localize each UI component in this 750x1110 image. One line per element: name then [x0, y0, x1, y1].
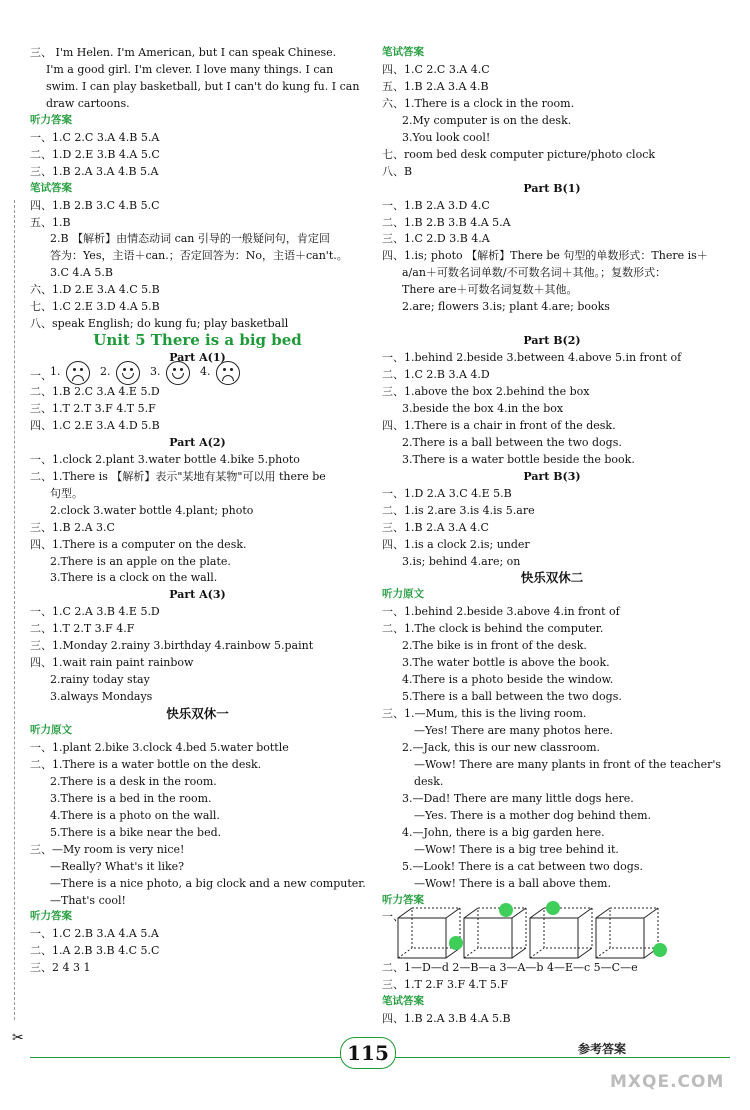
right-line: 四、1.There is a chair in front of the desk.: [382, 418, 616, 432]
left-line: 一、1.plant 2.bike 3.clock 4.bed 5.water bottle: [30, 740, 289, 754]
left-line: 一、1.C 2.B 3.A 4.A 5.A: [30, 927, 159, 941]
left-line: 5.There is a bike near the bed.: [50, 825, 222, 839]
left-line: 一、1.C 2.C 3.A 4.B 5.A: [30, 130, 160, 144]
left-line: Part A(2): [169, 435, 226, 449]
left-line: 三、—My room is very nice!: [30, 842, 185, 856]
right-line: 一、1.B 2.A 3.D 4.C: [382, 198, 490, 212]
left-line: 2.B 【解析】由情态动词 can 引导的一般疑问句，肯定回: [50, 232, 330, 246]
right-line: 一、1.D 2.A 3.C 4.E 5.B: [382, 486, 512, 500]
right-line: 一、1.behind 2.beside 3.above 4.in front of: [382, 605, 620, 619]
ball-2: [499, 903, 513, 917]
left-line: —Really? What's it like?: [50, 859, 185, 873]
left-line: 三、2 4 3 1: [30, 961, 91, 975]
left-line: draw cartoons.: [46, 96, 130, 110]
left-line: Part A(1): [169, 351, 226, 365]
left-line: Unit 5 There is a big bed: [93, 331, 302, 350]
right-line: 三、1.T 2.F 3.F 4.T 5.F: [382, 978, 509, 992]
left-line: 一、1.C 2.A 3.B 4.E 5.D: [30, 605, 160, 619]
left-line: 三、1.T 2.T 3.F 4.T 5.F: [30, 401, 156, 415]
left-line: swim. I can play basketball, but I can't do kung fu. I can: [46, 79, 360, 93]
left-line: 2.clock 3.water bottle 4.plant; photo: [50, 503, 254, 517]
cube-4: [596, 908, 658, 958]
right-line: 四、1.is; photo 【解析】There be 句型的单数形式：There is＋: [382, 249, 708, 263]
cut-line: [14, 200, 15, 1020]
left-line: 2.There is an apple on the plate.: [50, 554, 231, 568]
right-line: 笔试答案: [382, 46, 424, 58]
right-line: 听力原文: [382, 588, 424, 601]
right-line: Part B(3): [523, 469, 581, 483]
right-line: 2.There is a ball between the two dogs.: [402, 435, 622, 449]
left-line: 一、1.clock 2.plant 3.water bottle 4.bike 5.photo: [30, 452, 300, 466]
left-line: 3.C 4.A 5.B: [50, 266, 113, 280]
right-line: 5.—Look! There is a cat between two dogs.: [402, 859, 643, 873]
right-line: —Wow! There are many plants in front of the teacher's: [414, 757, 722, 771]
smiley-number: 3.: [150, 365, 161, 379]
right-line: 5.There is a ball between the two dogs.: [402, 690, 622, 704]
right-line: 3.—Dad! There are many little dogs here.: [402, 791, 634, 805]
left-line: 2.There is a desk in the room.: [50, 774, 217, 788]
right-line: 2.My computer is on the desk.: [402, 113, 572, 127]
left-line: I'm a good girl. I'm clever. I love many things. I can: [46, 62, 334, 76]
left-line: 二、1.T 2.T 3.F 4.F: [30, 622, 135, 636]
right-line: —Yes! There are many photos here.: [414, 724, 613, 737]
right-line: —Yes. There is a mother dog behind them.: [414, 808, 652, 822]
footer-label: 参考答案: [578, 1042, 627, 1056]
right-line: 一、: [382, 910, 404, 924]
right-line: 二、1.is 2.are 3.is 4.is 5.are: [382, 503, 535, 517]
left-line: 3.There is a clock on the wall.: [50, 571, 218, 585]
left-line: 七、1.C 2.E 3.D 4.A 5.B: [30, 300, 160, 314]
right-line: 2.are; flowers 3.is; plant 4.are; books: [402, 300, 610, 314]
right-line: 3.is; behind 4.are; on: [402, 554, 521, 568]
left-line: 三、 I'm Helen. I'm American, but I can speak Chinese.: [30, 46, 337, 59]
left-line: 句型。: [50, 486, 83, 500]
cube-3: [530, 908, 592, 958]
right-line: 快乐双休二: [520, 570, 584, 586]
right-line: 七、room bed desk computer picture/photo clock: [382, 147, 656, 161]
right-line: a/an＋可数名词单数/不可数名词＋其他。；复数形式：: [402, 266, 667, 280]
left-line: Part A(3): [169, 588, 226, 602]
left-line: 快乐双休一: [166, 706, 229, 722]
left-line: 三、1.B 2.A 3.A 4.B 5.A: [30, 164, 159, 178]
cube-1: [398, 908, 460, 958]
right-line: 2.The bike is in front of the desk.: [402, 639, 587, 653]
right-line: 笔试答案: [382, 995, 424, 1008]
left-line: 二、1.A 2.B 3.B 4.C 5.C: [30, 944, 160, 958]
left-line: 3.always Mondays: [50, 690, 153, 704]
left-line: 三、1.Monday 2.rainy 3.birthday 4.rainbow 5.paint: [30, 639, 314, 653]
right-line: 六、1.There is a clock in the room.: [382, 96, 575, 110]
left-line: 三、1.B 2.A 3.C: [30, 520, 115, 534]
left-line: 八、speak English; do kung fu; play basketball: [30, 317, 289, 331]
right-line: 八、B: [382, 164, 413, 178]
right-line: 3.beside the box 4.in the box: [402, 401, 564, 415]
left-line: 六、1.D 2.E 3.A 4.C 5.B: [30, 283, 160, 297]
right-line: 3.You look cool!: [402, 130, 491, 144]
right-line: 4.There is a photo beside the window.: [402, 673, 614, 687]
ball-4: [653, 943, 667, 957]
left-line: 二、1.D 2.E 3.B 4.A 5.C: [30, 147, 160, 161]
right-line: 二、1.B 2.B 3.B 4.A 5.A: [382, 215, 511, 229]
left-line: 四、1.There is a computer on the desk.: [30, 537, 247, 551]
smiley-number: 1.: [50, 365, 61, 379]
smiley-number: 4.: [200, 365, 211, 379]
right-line: 三、1.C 2.D 3.B 4.A: [382, 232, 490, 246]
page-number: 115: [340, 1037, 396, 1069]
right-line: desk.: [414, 774, 444, 788]
right-line: —Wow! There is a big tree behind it.: [414, 842, 619, 856]
smiley-number: 2.: [100, 365, 111, 379]
cube-2: [464, 908, 526, 958]
right-line: 三、1.above the box 2.behind the box: [382, 385, 590, 398]
right-line: 二、1.C 2.B 3.A 4.D: [382, 368, 490, 382]
cubes-illustration: [0, 898, 740, 968]
smiley-happy-icon: [116, 361, 140, 385]
left-line: 听力原文: [30, 724, 72, 736]
left-line: 二、1.B 2.C 3.A 4.E 5.D: [30, 385, 160, 398]
watermark: MXQE.COM: [610, 1072, 725, 1092]
right-line: 2.—Jack, this is our new classroom.: [402, 740, 601, 754]
right-line: 四、1.B 2.A 3.B 4.A 5.B: [382, 1012, 511, 1026]
right-line: 二、1—D—d 2—B—a 3—A—b 4—E—c 5—C—e: [382, 961, 638, 975]
left-line: 2.rainy today stay: [50, 673, 150, 687]
smiley-row: [30, 359, 330, 387]
right-line: 一、1.behind 2.beside 3.between 4.above 5.in front of: [382, 351, 682, 365]
right-line: There are＋可数名词复数＋其他。: [402, 283, 578, 297]
left-line: 听力答案: [30, 113, 72, 126]
right-line: —Wow! There is a ball above them.: [414, 876, 611, 890]
smiley-sad-icon: [66, 361, 90, 385]
right-line: 二、1.The clock is behind the computer.: [382, 622, 604, 636]
ball-1: [449, 936, 463, 950]
right-line: 听力答案: [382, 893, 424, 906]
smiley-sad-icon: [216, 361, 240, 385]
right-line: 四、1.C 2.C 3.A 4.C: [382, 62, 490, 76]
left-line: 五、1.B: [30, 215, 71, 229]
left-line: 4.There is a photo on the wall.: [50, 808, 220, 822]
right-line: 三、1.B 2.A 3.A 4.C: [382, 520, 489, 534]
right-line: 3.The water bottle is above the book.: [402, 656, 610, 670]
smiley-prefix: 一、: [30, 369, 52, 383]
left-line: 听力答案: [30, 910, 72, 923]
right-line: 五、1.B 2.A 3.A 4.B: [382, 79, 489, 93]
left-line: —That's cool!: [50, 893, 126, 907]
left-line: 四、1.C 2.E 3.A 4.D 5.B: [30, 418, 160, 432]
right-line: Part B(1): [523, 181, 581, 195]
ball-3: [546, 901, 560, 915]
right-line: Part B(2): [523, 334, 581, 348]
right-line: 四、1.is a clock 2.is; under: [382, 537, 530, 551]
smiley-happy-icon: [166, 361, 190, 385]
left-line: 四、1.wait rain paint rainbow: [30, 656, 194, 670]
left-line: 笔试答案: [30, 181, 72, 194]
right-line: 三、1.—Mum, this is the living room.: [382, 707, 587, 721]
right-line: 3.There is a water bottle beside the book.: [402, 452, 635, 466]
left-line: —There is a nice photo, a big clock and a new computer.: [50, 876, 366, 890]
left-line: 四、1.B 2.B 3.C 4.B 5.C: [30, 198, 160, 212]
left-line: 二、1.There is 【解析】表示"某地有某物"可以用 there be: [30, 469, 326, 483]
right-line: 4.—John, there is a big garden here.: [402, 825, 605, 839]
scissors-icon: ✂: [12, 1030, 24, 1046]
left-line: 答为：Yes，主语＋can.；否定回答为：No，主语＋can't.。: [50, 249, 348, 263]
left-line: 二、1.There is a water bottle on the desk.: [30, 757, 262, 771]
left-line: 3.There is a bed in the room.: [50, 791, 212, 805]
